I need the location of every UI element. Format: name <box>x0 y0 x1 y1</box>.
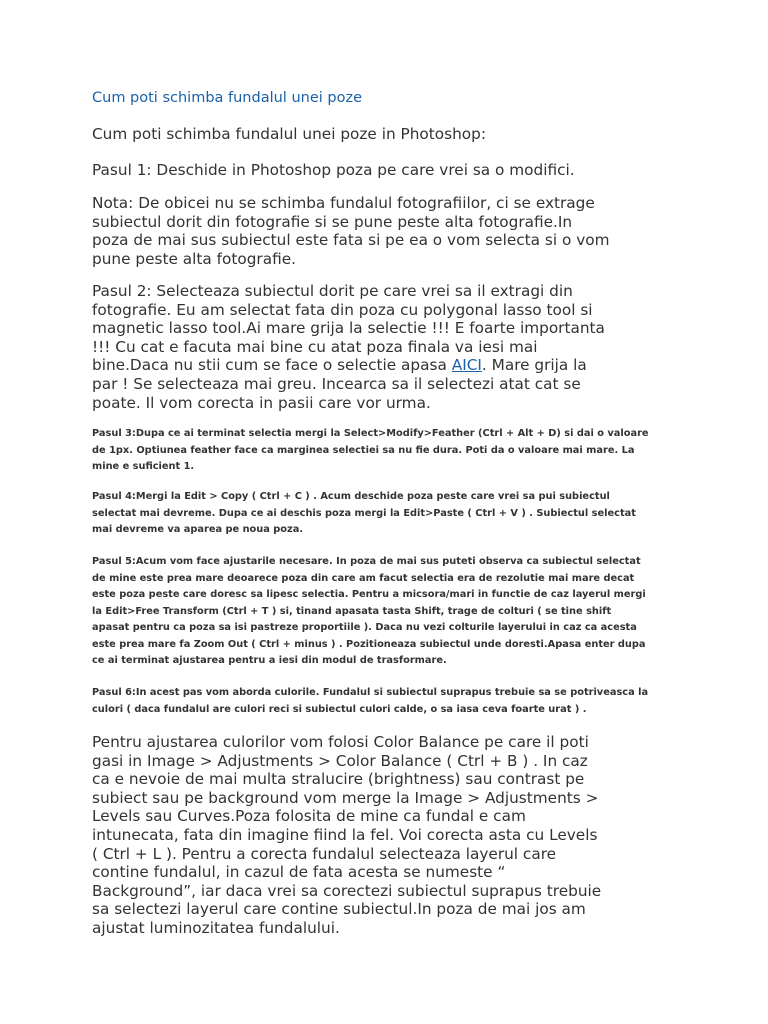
closing-line: Background”, iar daca vrei sa corectezi subiectul suprapus trebuie <box>92 881 602 900</box>
step-5-line: ce ai terminat ajustarea pentru a iesi din modul de trasformare. <box>92 655 447 666</box>
step-4-line: selectat mai devreme. Dupa ce ai deschis poza mergi la Edit>Paste ( Ctrl + V ) . Subiectul selectat <box>92 507 636 519</box>
step-3-paragraph <box>92 426 688 476</box>
step-1-paragraph: Pasul 1: Deschide in Photoshop poza pe care vrei sa o modifici. <box>92 161 575 179</box>
step-2-line: poate. Il vom corecta in pasii care vor urma. <box>92 393 431 412</box>
aici-link[interactable]: AICI <box>451 356 482 375</box>
note-line: poza de mai sus subiectul este fata si pe ea o vom selecta si o vom <box>92 231 610 250</box>
step-2-paragraph <box>92 282 692 412</box>
step-2-line: par ! Se selecteaza mai greu. Incearca sa il selectezi atat cat se <box>92 374 581 393</box>
closing-line: Pentru ajustarea culorilor vom folosi Color Balance pe care il poti <box>92 733 589 751</box>
step-5-paragraph <box>92 554 688 670</box>
step-6-paragraph <box>92 685 688 718</box>
note-line: Nota: De obicei nu se schimba fundalul fotografiilor, ci se extrage <box>92 194 595 212</box>
step-6-line: Pasul 6:In acest pas vom aborda culorile. Fundalul si subiectul suprapus trebuie sa se potriveasca la <box>92 687 649 698</box>
article-title: Cum poti schimba fundalul unei poze <box>92 90 362 106</box>
closing-line: gasi in Image > Adjustments > Color Balance ( Ctrl + B ) . In caz <box>92 751 588 770</box>
note-line: pune peste alta fotografie. <box>92 249 296 268</box>
step-4-line: mai devreme va aparea pe noua poza. <box>92 524 304 535</box>
step-5-line: la Edit>Free Transform (Ctrl + T ) si, tinand apasata tasta Shift, trage de colturi ( se tine shift <box>92 605 612 617</box>
intro-paragraph: Cum poti schimba fundalul unei poze in Photoshop: <box>92 125 487 143</box>
closing-paragraph <box>92 733 692 938</box>
link-line-prefix: bine.Daca nu stii cum se face o selectie apasa <box>92 356 452 375</box>
closing-line: contine fundalul, in cazul de fata acesta se numeste “ <box>92 863 506 882</box>
step-2-line: fotografie. Eu am selectat fata din poza cu polygonal lasso tool si <box>92 300 593 319</box>
step-2-line: magnetic lasso tool.Ai mare grija la selectie !!! E foarte importanta <box>92 319 605 338</box>
step-3-line: mine e suficient 1. <box>92 461 195 472</box>
closing-line: ( Ctrl + L ). Pentru a corecta fundalul selecteaza layerul care <box>92 844 557 863</box>
closing-line: intunecata, fata din imagine fiind la fel. Voi corecta asta cu Levels <box>92 825 598 844</box>
step-4-line: Pasul 4:Mergi la Edit > Copy ( Ctrl + C ) . Acum deschide poza peste care vrei sa pui subiectul <box>92 491 610 502</box>
step-2-link-line <box>92 356 692 375</box>
step-5-line: de mine este prea mare deoarece poza din care am facut selectia era de rezolutie mai mare decat <box>92 572 635 584</box>
step-5-line: Pasul 5:Acum vom face ajustarile necesare. In poza de mai sus puteti observa ca subiectul selectat <box>92 556 641 567</box>
step-3-line: Pasul 3:Dupa ce ai terminat selectia mergi la Select>Modify>Feather (Ctrl + Alt + D) si dai o valoare <box>92 428 649 439</box>
step-2-line: !!! Cu cat e facuta mai bine cu atat poza finala va iesi mai <box>92 337 538 356</box>
step-2-line: Pasul 2: Selecteaza subiectul dorit pe care vrei sa il extragi din <box>92 282 573 300</box>
note-line: subiectul dorit din fotografie si se pune peste alta fotografie.In <box>92 212 573 231</box>
link-line-suffix: . Mare grija la <box>481 356 587 375</box>
closing-line: Levels sau Curves.Poza folosita de mine ca fundal e cam <box>92 807 526 826</box>
step-5-line: este prea mare fa Zoom Out ( Ctrl + minus ) . Pozitioneaza subiectul unde doresti.Apasa enter dupa <box>92 638 646 650</box>
step-5-line: este poza peste care doresc sa lipesc selectia. Pentru a micsora/mari in functie de caz layerul mergi <box>92 589 646 600</box>
step-4-paragraph <box>92 489 688 539</box>
closing-line: sa selectezi layerul care contine subiectul.In poza de mai jos am <box>92 900 586 919</box>
closing-line: subiect sau pe background vom merge la Image > Adjustments > <box>92 788 599 807</box>
step-6-line: culori ( daca fundalul are culori reci si subiectul culori calde, o sa iasa ceva foarte urat ) . <box>92 703 587 715</box>
step-5-line: apasat pentru ca poza sa isi pastreze proportiile ). Daca nu vezi colturile layerului in caz ca acesta <box>92 622 637 633</box>
note-paragraph <box>92 194 692 268</box>
step-3-line: de 1px. Optiunea feather face ca marginea selectiei sa nu fie dura. Poti da o valoare mai mare. La <box>92 444 635 456</box>
closing-line: ca e nevoie de mai multa stralucire (brightness) sau contrast pe <box>92 770 585 789</box>
closing-line: ajustat luminozitatea fundalului. <box>92 918 340 937</box>
